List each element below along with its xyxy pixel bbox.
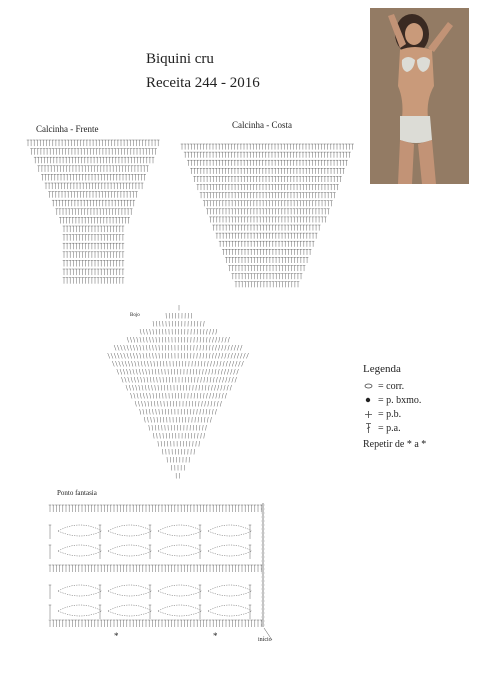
legend-repeat-note: Repetir de * a * [363, 439, 427, 450]
repeat-end-asterisk: * [213, 631, 218, 641]
cup-chart [108, 305, 249, 479]
double-crochet-icon [363, 422, 373, 434]
front-panty-chart [27, 140, 160, 284]
recipe-number: Receita 244 - 2016 [146, 75, 260, 91]
legend-item-single [363, 407, 426, 421]
stitch-pattern-label: Ponto fantasia [57, 489, 97, 497]
stitch-pattern-chart [49, 504, 272, 641]
legend [363, 362, 426, 452]
legend-item-text: = p.b. [378, 408, 402, 420]
cup-diagram-label: Bojo [130, 313, 140, 318]
legend-item-text: = p. bxmo. [378, 394, 422, 406]
legend-title: Legenda [363, 363, 401, 375]
start-label: início [258, 637, 272, 643]
back-panty-chart [181, 144, 354, 287]
legend-item-chain [363, 379, 426, 393]
front-diagram-label: Calcinha - Frente [36, 124, 99, 134]
chain-stitch-icon [363, 383, 373, 389]
legend-item-text: = p.a. [378, 422, 401, 434]
page-title: Biquini cru [146, 51, 214, 67]
back-diagram-label: Calcinha - Costa [232, 120, 292, 130]
legend-item-double [363, 421, 426, 435]
legend-item-text: = corr. [378, 380, 405, 392]
single-crochet-icon [363, 410, 373, 419]
repeat-start-asterisk: * [114, 631, 119, 641]
legend-item-slip [363, 393, 426, 407]
slip-stitch-icon [363, 397, 373, 403]
